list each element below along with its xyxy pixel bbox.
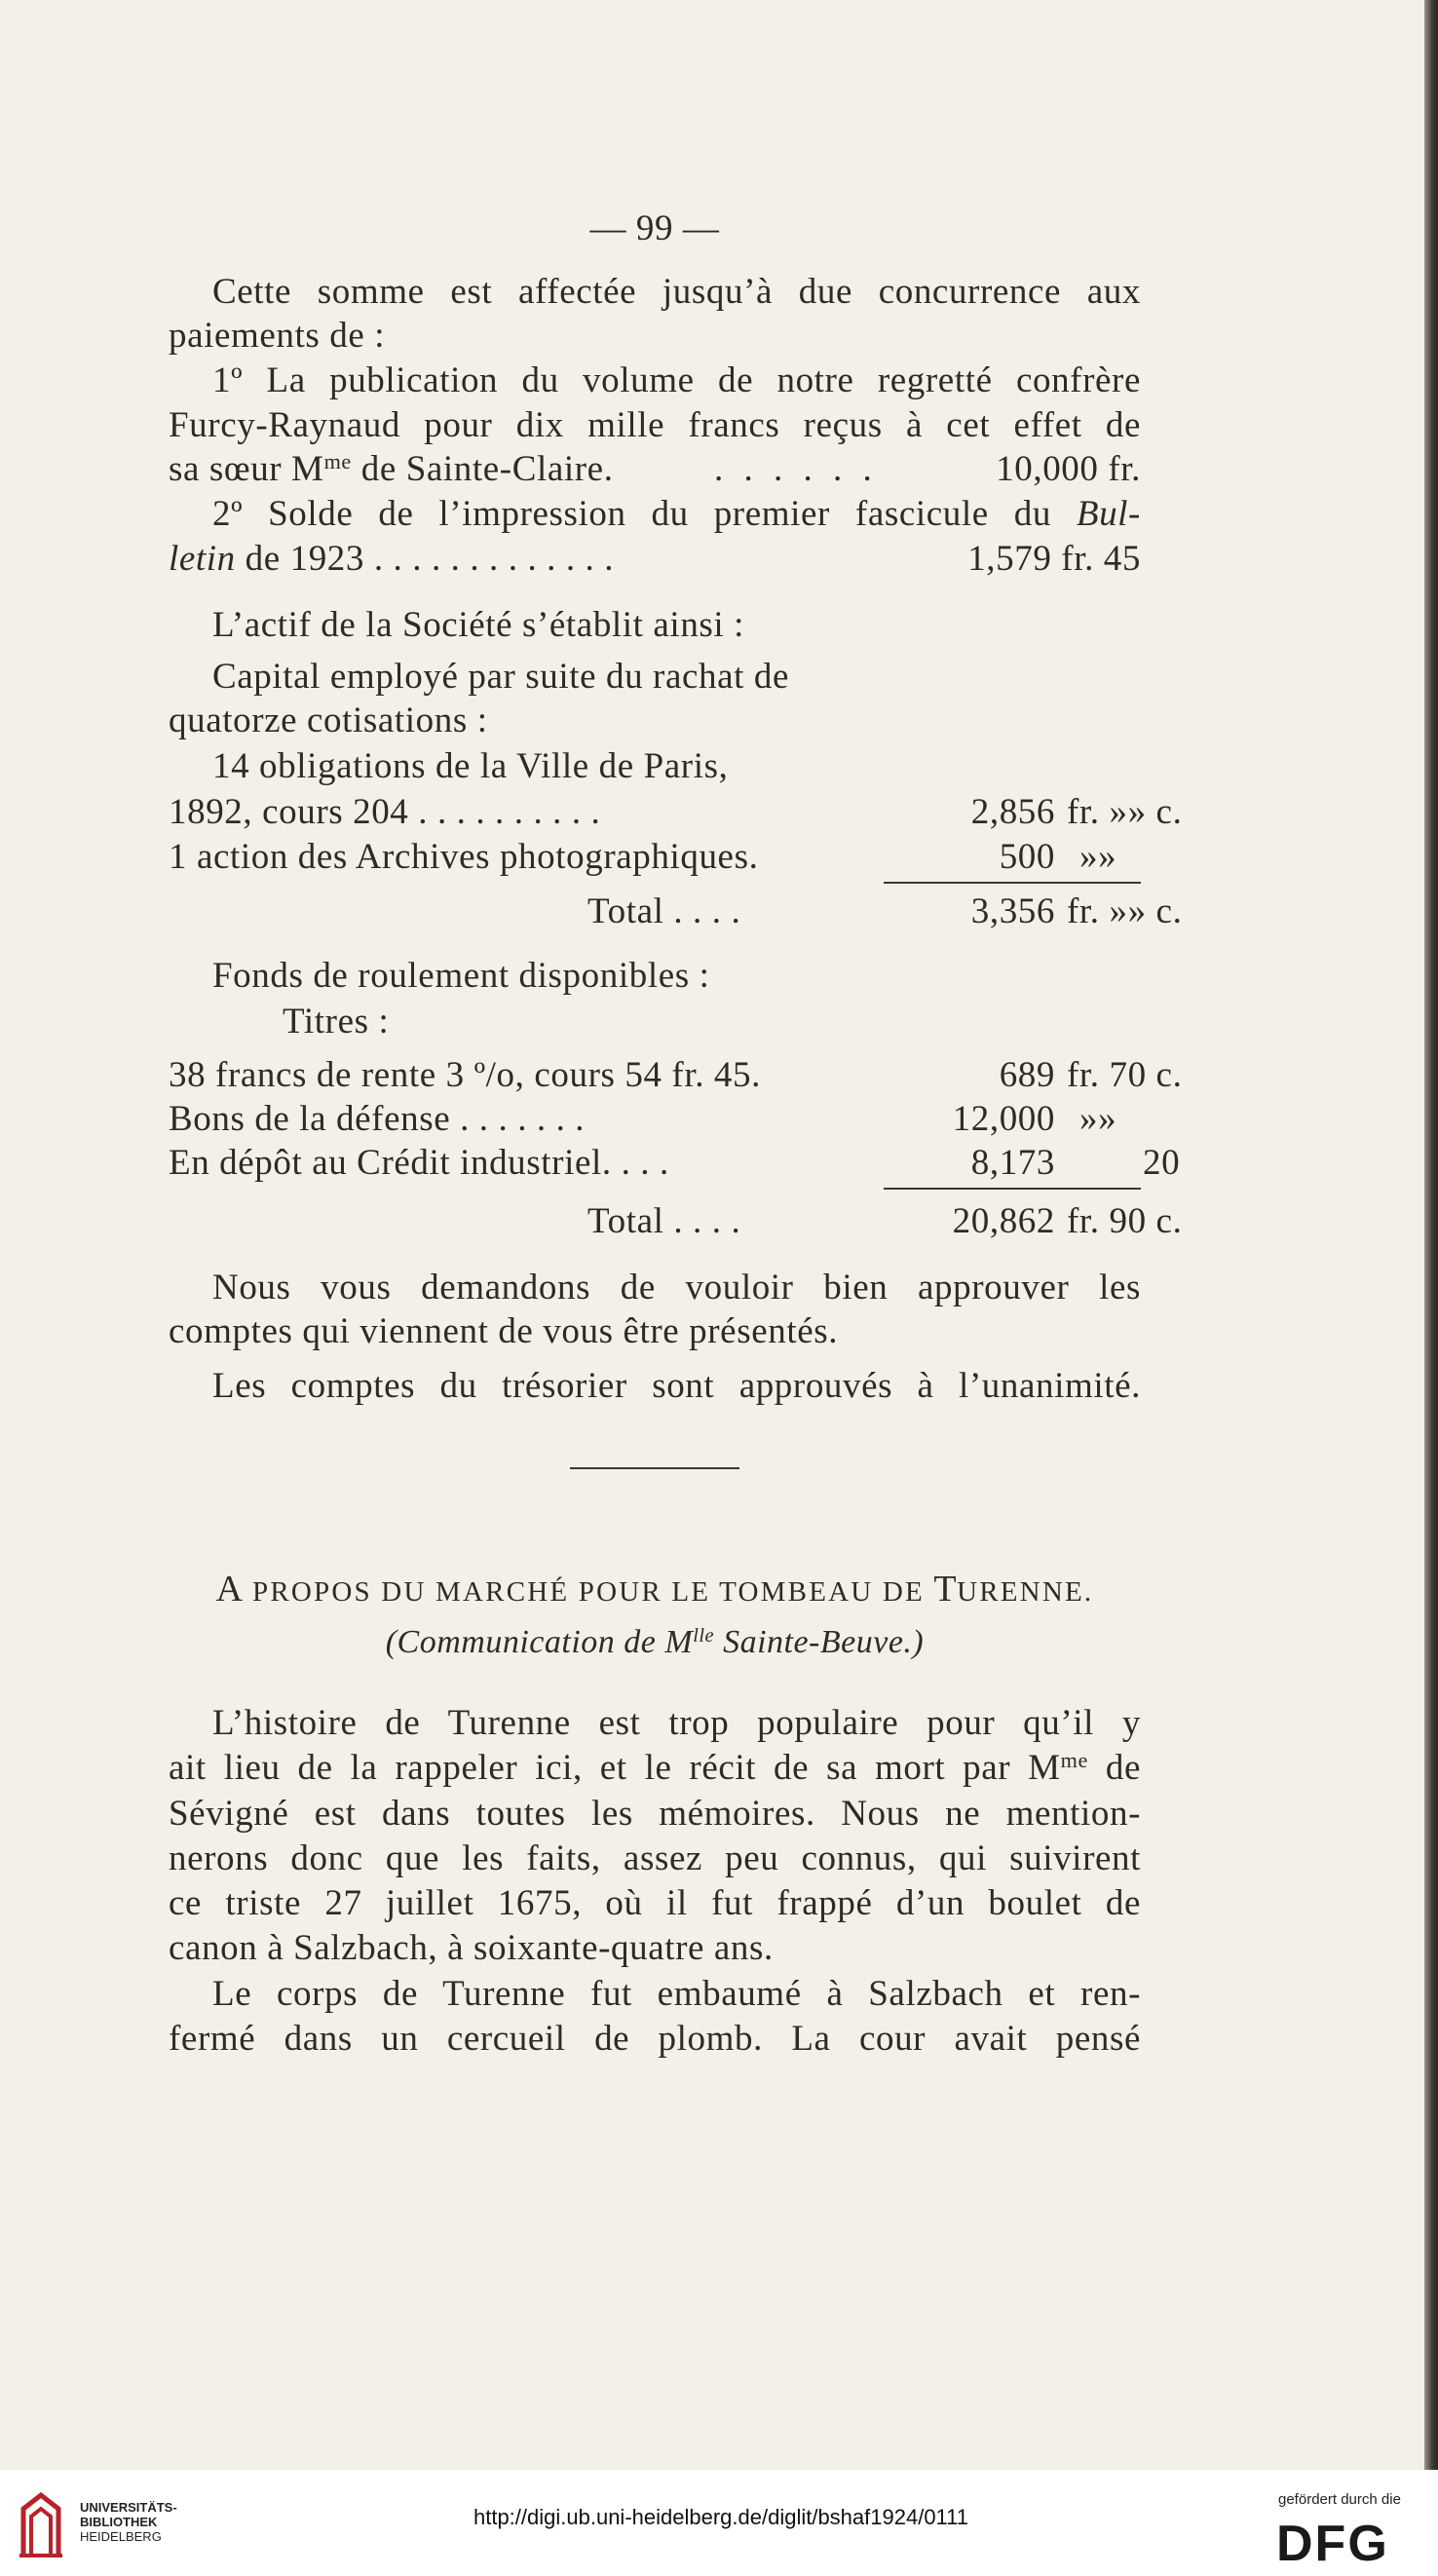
text-line <box>169 1882 1141 1924</box>
text-span: Sévigné est dans toutes les mémoires. Nous ne mention- <box>169 1794 1141 1834</box>
funded-by-label: gefördert durch die <box>1278 2491 1401 2508</box>
ledger-label: 1892, cours 204 . . . . . . . . . . <box>169 792 601 832</box>
university-library-logo-icon <box>16 2487 66 2561</box>
text-line: Cette somme est affectée jusqu’à due concurrence aux <box>212 272 1141 312</box>
ledger-label: Bons de la défense . . . . . . . <box>169 1099 586 1139</box>
item-amount: 10,000 fr. <box>996 449 1141 489</box>
item-text: de Sainte-Claire. <box>351 449 614 489</box>
sum-rule <box>884 882 1141 884</box>
text-line: Titres : <box>283 1002 390 1042</box>
text-span: ce triste 27 juillet 1675, où il fut frappé d’un boulet de <box>169 1883 1141 1923</box>
ledger-row <box>169 1054 1183 1099</box>
uni-name-line: HEIDELBERG <box>80 2529 162 2544</box>
text-line: quatorze cotisations : <box>169 701 488 740</box>
text-span: fermé dans un cercueil de plomb. La cour avait pensé <box>169 2019 1141 2059</box>
text-span: de <box>1087 1748 1141 1788</box>
text-span: Le corps de Turenne fut embaumé à Salzbach et ren- <box>212 1974 1141 2014</box>
ledger-unit: »» <box>1079 1099 1117 1139</box>
ledger-total-row <box>169 1200 1183 1245</box>
ledger-row <box>169 791 1183 836</box>
ledger-label: En dépôt au Crédit industriel. . . . <box>169 1143 669 1183</box>
text-line: Furcy-Raynaud pour dix mille francs reçus à cet effet de <box>169 405 1141 445</box>
total-value: 3,356 <box>970 891 1055 931</box>
sum-rule <box>884 1188 1141 1190</box>
item-amount: 1,579 fr. 45 <box>967 539 1141 579</box>
ledger-unit: fr. »» c. <box>1067 792 1183 832</box>
text-line: L’actif de la Société s’établit ainsi : <box>212 605 745 645</box>
heading-text: PROPOS DU MARCHÉ POUR LE TOMBEAU DE <box>243 1576 934 1608</box>
total-value: 20,862 <box>952 1201 1055 1241</box>
ledger-value: 500 <box>999 837 1055 877</box>
text-span: ait lieu de la rappeler ici, et le récit de sa mort par M <box>169 1748 1061 1788</box>
text-line: 14 obligations de la Ville de Paris, <box>212 746 729 786</box>
ledger-value: 2,856 <box>970 792 1055 832</box>
item-line <box>169 538 1141 583</box>
text-line: paiements de : <box>169 316 386 356</box>
text-line: Fonds de roulement disponibles : <box>212 956 710 996</box>
section-separator <box>570 1467 739 1469</box>
text-line: comptes qui viennent de vous être présentés. <box>169 1311 839 1351</box>
ledger-label: 1 action des Archives photographiques. <box>169 837 759 877</box>
text-line: Les comptes du trésorier sont approuvés à l’unanimité. <box>212 1366 1141 1406</box>
ledger-unit: fr. 70 c. <box>1067 1055 1183 1095</box>
text-line <box>169 1973 1141 2015</box>
superscript: me <box>1060 1747 1088 1772</box>
section-heading <box>169 1568 1141 1610</box>
total-unit: fr. 90 c. <box>1067 1201 1183 1241</box>
text-span: canon à Salzbach, à soixante-quatre ans. <box>169 1928 774 1968</box>
total-unit: fr. »» c. <box>1067 891 1183 931</box>
university-library-name <box>80 2500 177 2544</box>
heading-initial: T <box>933 1569 958 1610</box>
heading-initial: A <box>215 1569 244 1610</box>
communication-text: Sainte-Beuve.) <box>714 1624 925 1660</box>
heading-text: URENNE. <box>957 1576 1094 1608</box>
total-label: Total . . . . <box>587 891 741 931</box>
permalink-url[interactable]: http://digi.ub.uni-heidelberg.de/diglit/bshaf1924/0111 <box>473 2505 968 2529</box>
text-line <box>169 493 1141 535</box>
italic-text: Bul- <box>1076 494 1141 534</box>
item-text: sa sœur M <box>169 449 324 489</box>
ledger-value: 12,000 <box>952 1099 1055 1139</box>
ledger-row <box>169 1098 1141 1143</box>
dfg-logo: DFG <box>1276 2516 1389 2572</box>
page-edge-shadow <box>1424 0 1438 2470</box>
uni-name-line: BIBLIOTHEK <box>80 2515 158 2529</box>
communication-text: (Communication de M <box>385 1624 694 1660</box>
text-line: Nous vous demandons de vouloir bien approuver les <box>212 1268 1141 1307</box>
text-line: Capital employé par suite du rachat de <box>212 657 789 697</box>
italic-text: letin <box>169 539 236 579</box>
communication-line <box>169 1624 1141 1661</box>
superscript: lle <box>693 1624 715 1647</box>
text-line <box>169 1747 1141 1789</box>
text-span: L’histoire de Turenne est trop populaire pour qu’il y <box>212 1703 1141 1743</box>
text-line <box>169 1927 1141 1969</box>
page-number: — 99 — <box>589 208 720 248</box>
ledger-unit: »» <box>1079 837 1117 877</box>
text-span: nerons donc que les faits, assez peu connus, qui suivirent <box>169 1838 1141 1878</box>
ledger-row <box>169 1142 1181 1187</box>
leader-dots: . . . . . . <box>714 449 878 489</box>
text-line: 1º La publication du volume de notre regretté confrère <box>212 360 1141 400</box>
text-line <box>169 1702 1141 1744</box>
ledger-value: 8,173 <box>970 1143 1055 1183</box>
text-line <box>169 1837 1141 1879</box>
total-label: Total . . . . <box>587 1201 741 1241</box>
text-line <box>169 1793 1141 1835</box>
superscript: me <box>323 448 352 474</box>
text-span: 2º Solde de l’impression du premier fascicule du <box>212 494 1051 534</box>
ledger-total-row <box>169 890 1183 935</box>
text-line <box>169 2018 1141 2060</box>
ledger-value: 689 <box>999 1055 1055 1095</box>
uni-name-line: UNIVERSITÄTS- <box>80 2500 177 2515</box>
item-text: de 1923 . . . . . . . . . . . . . <box>235 539 615 579</box>
ledger-label: 38 francs de rente 3 º/o, cours 54 fr. 45. <box>169 1055 761 1095</box>
ledger-row <box>169 836 1141 881</box>
item-line <box>169 448 1141 493</box>
ledger-unit: 20 <box>1143 1143 1181 1183</box>
